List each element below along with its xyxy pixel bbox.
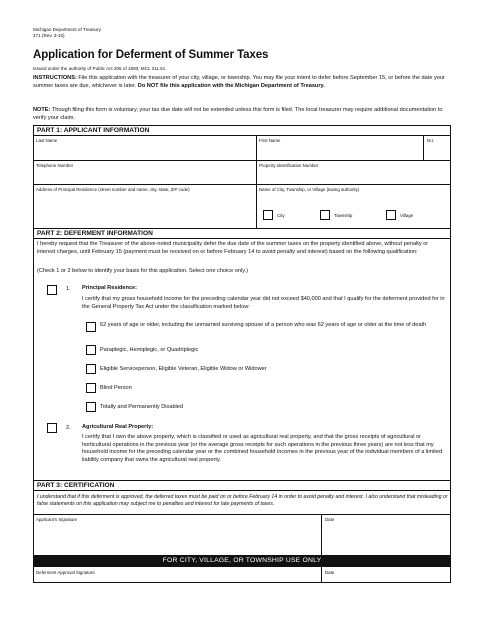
disabled-label: Totally and Permanently Disabled [100,404,184,410]
instructions-paragraph [33,75,453,90]
official-use-bar: FOR CITY, VILLAGE, OR TOWNSHIP USE ONLY [33,555,451,567]
paraplegic-label: Paraplegic, Hemiplegic, or Quadriplegic [100,347,199,353]
paraplegic-checkbox[interactable] [86,345,96,355]
certification-text: I understand that if this deferment is approved, the deferred taxes must be paid on or before February 14 in order to avoid penalty and interest. I also understand that misleading or false statements on this application may subject me to penalties and interest for late payments of taxes. [37,494,448,508]
option2-text: I certify that I own the above property, which is classified or used as agricultural real property, and that the gross receipts of agricultural or horticultural operations in the previous year (or the average gross receipts for such operations in the previous three years) are not less that my household income for the preceding calendar year or the combined household incomes in the previous year of the individual members of a limited liability company that owns the agricultural real property. [82,434,443,463]
city-checkbox[interactable] [263,210,273,220]
form-title: Application for Deferment of Summer Taxes [33,49,269,61]
divider [256,160,257,184]
divider [256,136,257,160]
note-text: Though filing this form is voluntary, your tax due date will not be extended unless this form is filed. The local treasurer may require additional documentation to verify your claim. [33,107,443,121]
divider [321,514,322,555]
village-checkbox[interactable] [386,210,396,220]
blind-label: Blind Person [100,385,132,391]
divider [33,160,451,161]
option1-number: 1. [66,286,71,292]
divider [321,567,322,583]
age-62-label: 62 years of age or older, including the unmarried surviving spouse of a person who was 62 years of age or older at the time of death [100,322,427,328]
serviceperson-label: Eligible Serviceperson, Eligible Veteran, Eligible Widow or Widower [100,366,267,372]
part2-heading: PART 2: DEFERMENT INFORMATION [33,228,451,239]
option1-title: Principal Residence: [82,285,138,291]
applicant-date-label: Date [325,517,335,522]
agency-name: Michigan Department of Treasury [33,27,101,32]
divider [33,514,451,515]
note-label: NOTE: [33,107,51,113]
village-label: Village [400,213,414,218]
request-paragraph: I hereby request that the Treasurer of the above-noted municipality defer the due date of the summer taxes on the property identified above, without penalty or interest charges, until February 15 (payment must be received on or before February 14 to avoid penalty and interest) based on the following qualification: [37,241,429,255]
township-checkbox[interactable] [320,210,330,220]
municipality-label: Name of City, Township, or Village (taxing authority) [259,187,360,192]
first-name-label: First Name [259,138,281,143]
approval-signature-label: Deferment Approval Signature [36,570,95,575]
instructions-bold-text: Do NOT file this application with the Michigan Department of Treasury. [137,82,325,89]
city-label: City [277,213,285,218]
last-name-label: Last Name [36,138,58,143]
form-number: 471 (Rev. 3-10) [33,33,65,39]
note-paragraph [33,107,453,122]
option2-title: Agricultural Real Property: [82,424,154,430]
mi-label: M.I. [427,138,435,143]
divider [256,184,257,228]
agency-block [33,27,101,40]
check-instruction: (Check 1 or 2 below to identify your basis for this application. Select one choice only.) [37,268,249,274]
part1-heading: PART 1: APPLICANT INFORMATION [33,125,451,136]
divider [33,184,451,185]
authority-line: Issued under the authority of Public Act 206 of 1893; MCL 211.51 [33,66,166,71]
applicant-signature-label: Applicant's Signature [36,517,78,522]
approval-date-label: Date [325,570,335,575]
township-label: Township [334,213,353,218]
divider [423,136,424,160]
telephone-label: Telephone Number [36,163,74,168]
age-62-checkbox[interactable] [86,322,96,332]
option2-number: 2. [66,425,71,431]
address-label: Address of Principal Residence (street number and name, city, state, ZIP code) [36,187,190,192]
serviceperson-checkbox[interactable] [86,364,96,374]
disabled-checkbox[interactable] [86,402,96,412]
agricultural-checkbox[interactable] [47,423,57,433]
property-id-label: Property Identification Number [259,163,319,168]
instructions-label: INSTRUCTIONS: [33,75,77,81]
instructions-text: File this application with the treasurer of your city, village, or township. You may file your intent to defer before September 15, or before the date your summer taxes are due, whichever is later. [33,75,445,89]
part3-heading: PART 3: CERTIFICATION [33,480,451,491]
option1-text: I certify that my gross household income for the preceding calendar year did not exceed $40,000 and that I qualify for the deferment provided for in the General Property Tax Act under the classification marked below: [82,296,445,310]
blind-checkbox[interactable] [86,383,96,393]
principal-residence-checkbox[interactable] [47,285,57,295]
